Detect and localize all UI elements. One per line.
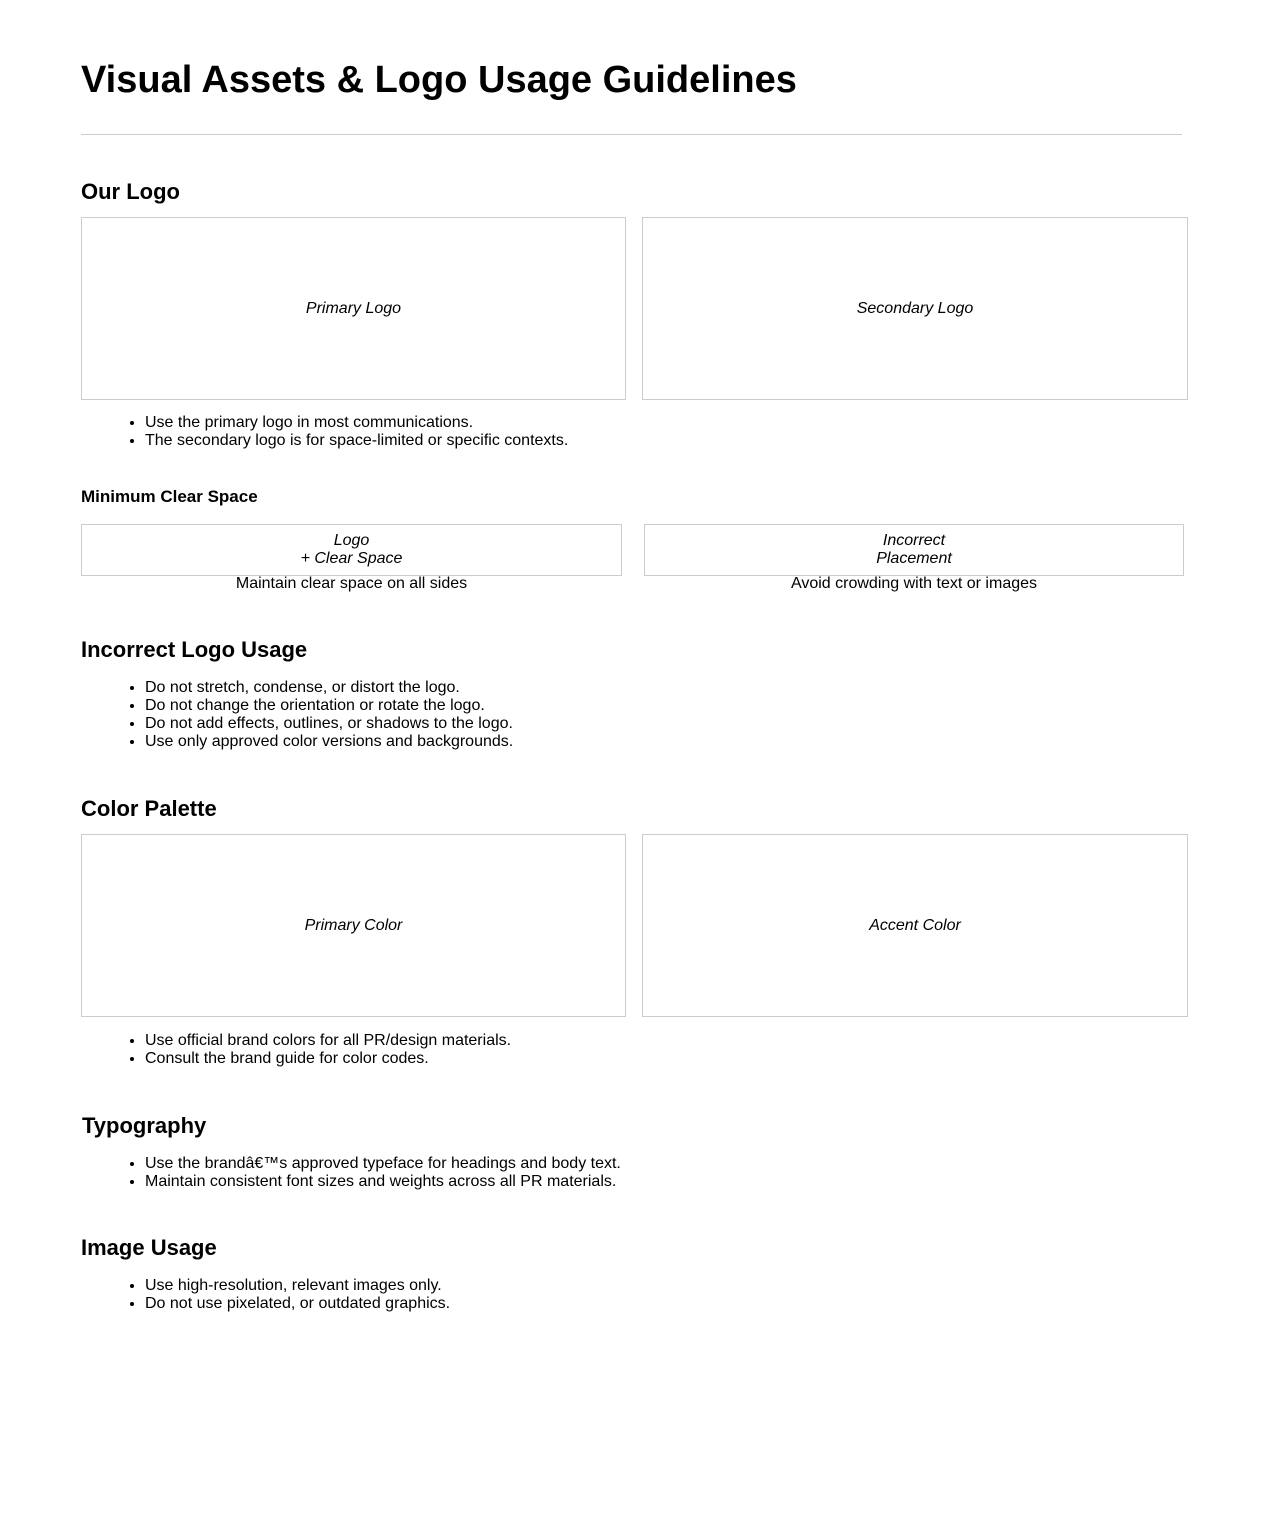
color-palette-list <box>81 1032 511 1068</box>
subheading-minimum-clear-space: Minimum Clear Space <box>81 487 258 506</box>
title-divider <box>81 134 1182 135</box>
list-item: • The secondary logo is for space-limited or specific contexts. <box>145 432 568 450</box>
list-item: • Use official brand colors for all PR/design materials. <box>145 1032 511 1050</box>
secondary-logo-label: Secondary Logo <box>856 299 974 317</box>
secondary-logo-placeholder <box>642 217 1188 400</box>
clear-space-example-box <box>81 524 622 576</box>
section-heading-color-palette: Color Palette <box>81 796 217 821</box>
clear-space-label-line1: Logo <box>333 532 370 549</box>
accent-color-label: Accent Color <box>869 916 961 934</box>
section-heading-our-logo: Our Logo <box>81 179 180 204</box>
our-logo-list <box>81 414 568 450</box>
primary-color-swatch <box>81 834 626 1017</box>
clear-space-label-line2: + Clear Space <box>300 550 403 567</box>
incorrect-usage-list <box>81 679 513 751</box>
section-heading-incorrect-logo-usage: Incorrect Logo Usage <box>81 637 308 662</box>
incorrect-placement-example-box <box>644 524 1184 576</box>
list-item: • Use only approved color versions and backgrounds. <box>145 733 513 751</box>
incorrect-placement-label-line2: Placement <box>876 550 952 567</box>
accent-color-swatch <box>642 834 1188 1017</box>
list-item: • Use the brandâ€™s approved typeface for headings and body text. <box>145 1155 621 1173</box>
incorrect-placement-caption: Avoid crowding with text or images <box>790 575 1038 592</box>
guidelines-page <box>81 0 1188 1312</box>
list-item: • Maintain consistent font sizes and weights across all PR materials. <box>145 1173 621 1191</box>
primary-color-label: Primary Color <box>304 916 403 934</box>
clear-space-caption: Maintain clear space on all sides <box>235 575 468 592</box>
list-item: • Do not change the orientation or rotate the logo. <box>145 697 513 715</box>
section-heading-image-usage: Image Usage <box>81 1235 217 1260</box>
incorrect-placement-label-line1: Incorrect <box>882 532 946 549</box>
list-item: • Use the primary logo in most communications. <box>145 414 568 432</box>
list-item: • Do not use pixelated, or outdated graphics. <box>145 1295 450 1313</box>
primary-logo-placeholder <box>81 217 626 400</box>
list-item: • Consult the brand guide for color codes. <box>145 1050 511 1068</box>
list-item: • Do not add effects, outlines, or shadows to the logo. <box>145 715 513 733</box>
typography-list <box>81 1155 621 1191</box>
primary-logo-label: Primary Logo <box>305 299 402 317</box>
image-usage-list <box>81 1277 450 1313</box>
list-item: • Do not stretch, condense, or distort the logo. <box>145 679 513 697</box>
list-item: • Use high-resolution, relevant images only. <box>145 1277 450 1295</box>
section-heading-typography: Typography <box>82 1113 207 1138</box>
page-title: Visual Assets & Logo Usage Guidelines <box>81 59 797 101</box>
